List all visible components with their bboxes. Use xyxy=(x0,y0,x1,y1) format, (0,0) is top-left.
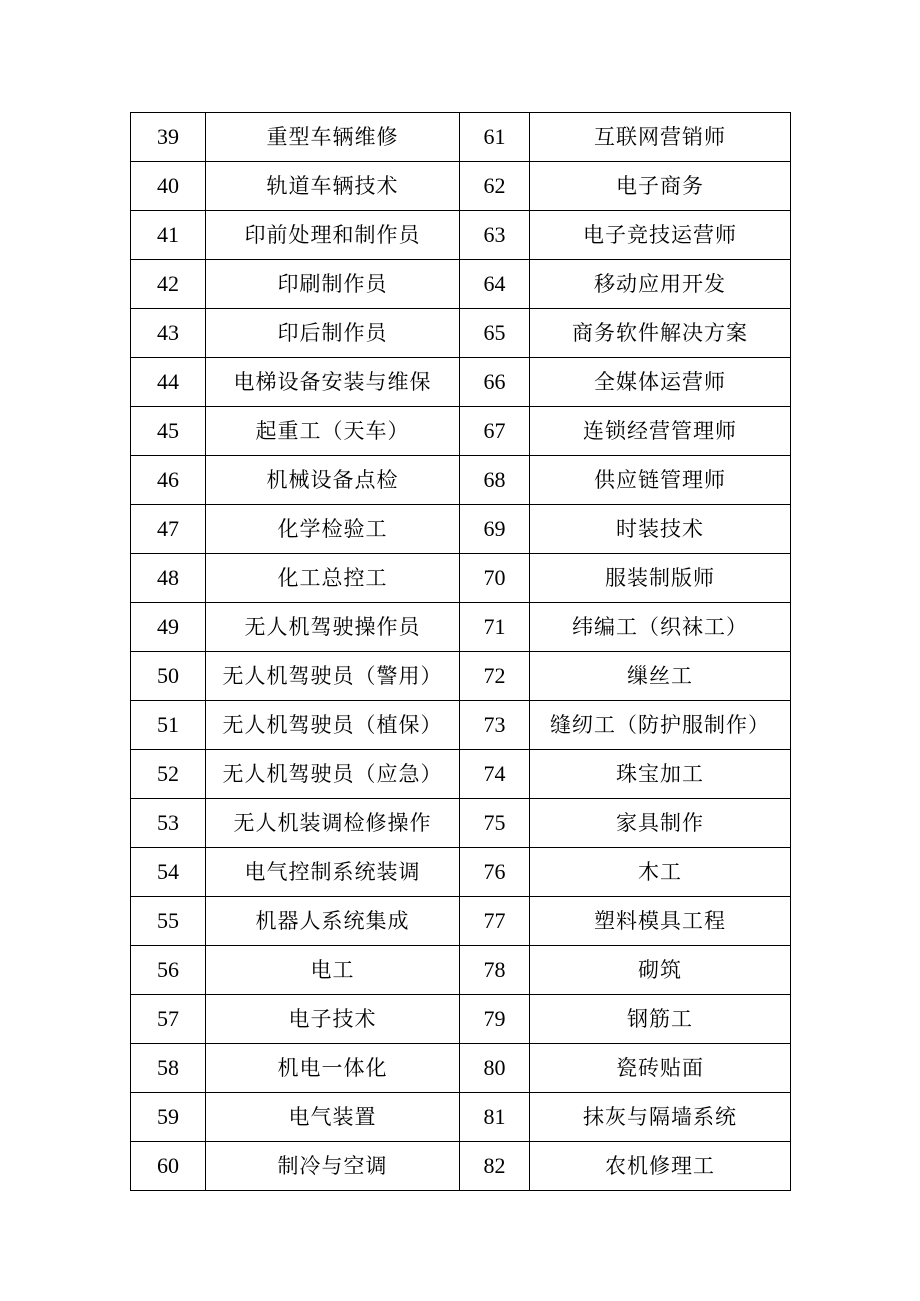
occupation-name-cell: 供应链管理师 xyxy=(530,456,791,505)
table-body xyxy=(131,113,791,1191)
table-row xyxy=(131,946,791,995)
row-number-cell: 48 xyxy=(131,554,206,603)
occupation-name-cell: 无人机驾驶操作员 xyxy=(206,603,460,652)
occupation-name-cell: 印前处理和制作员 xyxy=(206,211,460,260)
occupation-name-cell: 连锁经营管理师 xyxy=(530,407,791,456)
table-row xyxy=(131,358,791,407)
occupation-name-cell: 瓷砖贴面 xyxy=(530,1044,791,1093)
row-number-cell: 57 xyxy=(131,995,206,1044)
occupation-name-cell: 家具制作 xyxy=(530,799,791,848)
row-number-cell: 52 xyxy=(131,750,206,799)
row-number-cell: 68 xyxy=(460,456,530,505)
row-number-cell: 47 xyxy=(131,505,206,554)
occupation-name-cell: 木工 xyxy=(530,848,791,897)
table-row xyxy=(131,162,791,211)
occupation-name-cell: 起重工（天车） xyxy=(206,407,460,456)
table-row xyxy=(131,1044,791,1093)
occupation-name-cell: 缫丝工 xyxy=(530,652,791,701)
occupation-name-cell: 化学检验工 xyxy=(206,505,460,554)
occupation-name-cell: 机电一体化 xyxy=(206,1044,460,1093)
table-row xyxy=(131,113,791,162)
row-number-cell: 58 xyxy=(131,1044,206,1093)
row-number-cell: 71 xyxy=(460,603,530,652)
row-number-cell: 79 xyxy=(460,995,530,1044)
occupation-name-cell: 纬编工（织袜工） xyxy=(530,603,791,652)
row-number-cell: 45 xyxy=(131,407,206,456)
occupation-name-cell: 化工总控工 xyxy=(206,554,460,603)
occupation-name-cell: 珠宝加工 xyxy=(530,750,791,799)
row-number-cell: 64 xyxy=(460,260,530,309)
table-row xyxy=(131,554,791,603)
occupation-name-cell: 互联网营销师 xyxy=(530,113,791,162)
occupation-name-cell: 移动应用开发 xyxy=(530,260,791,309)
row-number-cell: 62 xyxy=(460,162,530,211)
row-number-cell: 81 xyxy=(460,1093,530,1142)
row-number-cell: 61 xyxy=(460,113,530,162)
table-row xyxy=(131,995,791,1044)
row-number-cell: 65 xyxy=(460,309,530,358)
occupation-name-cell: 电子技术 xyxy=(206,995,460,1044)
row-number-cell: 73 xyxy=(460,701,530,750)
row-number-cell: 59 xyxy=(131,1093,206,1142)
row-number-cell: 44 xyxy=(131,358,206,407)
row-number-cell: 54 xyxy=(131,848,206,897)
row-number-cell: 80 xyxy=(460,1044,530,1093)
row-number-cell: 42 xyxy=(131,260,206,309)
row-number-cell: 69 xyxy=(460,505,530,554)
occupation-name-cell: 制冷与空调 xyxy=(206,1142,460,1191)
row-number-cell: 51 xyxy=(131,701,206,750)
table-row xyxy=(131,456,791,505)
occupation-name-cell: 轨道车辆技术 xyxy=(206,162,460,211)
table-row xyxy=(131,211,791,260)
row-number-cell: 46 xyxy=(131,456,206,505)
occupation-name-cell: 塑料模具工程 xyxy=(530,897,791,946)
table-row xyxy=(131,799,791,848)
occupation-name-cell: 缝纫工（防护服制作） xyxy=(530,701,791,750)
occupation-name-cell: 无人机驾驶员（应急） xyxy=(206,750,460,799)
row-number-cell: 76 xyxy=(460,848,530,897)
row-number-cell: 77 xyxy=(460,897,530,946)
table-row xyxy=(131,750,791,799)
occupation-table xyxy=(130,112,791,1191)
row-number-cell: 40 xyxy=(131,162,206,211)
row-number-cell: 50 xyxy=(131,652,206,701)
occupation-name-cell: 电工 xyxy=(206,946,460,995)
row-number-cell: 39 xyxy=(131,113,206,162)
table-row xyxy=(131,505,791,554)
occupation-name-cell: 服装制版师 xyxy=(530,554,791,603)
row-number-cell: 72 xyxy=(460,652,530,701)
row-number-cell: 75 xyxy=(460,799,530,848)
occupation-name-cell: 时装技术 xyxy=(530,505,791,554)
occupation-name-cell: 电气控制系统装调 xyxy=(206,848,460,897)
row-number-cell: 70 xyxy=(460,554,530,603)
occupation-name-cell: 全媒体运营师 xyxy=(530,358,791,407)
row-number-cell: 66 xyxy=(460,358,530,407)
table-row xyxy=(131,407,791,456)
row-number-cell: 67 xyxy=(460,407,530,456)
occupation-name-cell: 印后制作员 xyxy=(206,309,460,358)
occupation-name-cell: 钢筋工 xyxy=(530,995,791,1044)
table-row xyxy=(131,897,791,946)
occupation-name-cell: 电气装置 xyxy=(206,1093,460,1142)
table-row xyxy=(131,260,791,309)
table-row xyxy=(131,1142,791,1191)
row-number-cell: 78 xyxy=(460,946,530,995)
row-number-cell: 56 xyxy=(131,946,206,995)
row-number-cell: 55 xyxy=(131,897,206,946)
row-number-cell: 53 xyxy=(131,799,206,848)
occupation-name-cell: 无人机装调检修操作 xyxy=(206,799,460,848)
table-row xyxy=(131,309,791,358)
table-row xyxy=(131,1093,791,1142)
occupation-name-cell: 农机修理工 xyxy=(530,1142,791,1191)
row-number-cell: 60 xyxy=(131,1142,206,1191)
occupation-name-cell: 抹灰与隔墙系统 xyxy=(530,1093,791,1142)
occupation-name-cell: 重型车辆维修 xyxy=(206,113,460,162)
row-number-cell: 41 xyxy=(131,211,206,260)
row-number-cell: 63 xyxy=(460,211,530,260)
occupation-name-cell: 电子商务 xyxy=(530,162,791,211)
occupation-name-cell: 商务软件解决方案 xyxy=(530,309,791,358)
occupation-name-cell: 机器人系统集成 xyxy=(206,897,460,946)
row-number-cell: 43 xyxy=(131,309,206,358)
row-number-cell: 49 xyxy=(131,603,206,652)
occupation-name-cell: 砌筑 xyxy=(530,946,791,995)
occupation-name-cell: 机械设备点检 xyxy=(206,456,460,505)
occupation-name-cell: 无人机驾驶员（警用） xyxy=(206,652,460,701)
table-row xyxy=(131,603,791,652)
row-number-cell: 82 xyxy=(460,1142,530,1191)
occupation-name-cell: 印刷制作员 xyxy=(206,260,460,309)
occupation-name-cell: 电子竞技运营师 xyxy=(530,211,791,260)
table-row xyxy=(131,652,791,701)
row-number-cell: 74 xyxy=(460,750,530,799)
table-row xyxy=(131,848,791,897)
occupation-name-cell: 电梯设备安装与维保 xyxy=(206,358,460,407)
table-row xyxy=(131,701,791,750)
occupation-name-cell: 无人机驾驶员（植保） xyxy=(206,701,460,750)
